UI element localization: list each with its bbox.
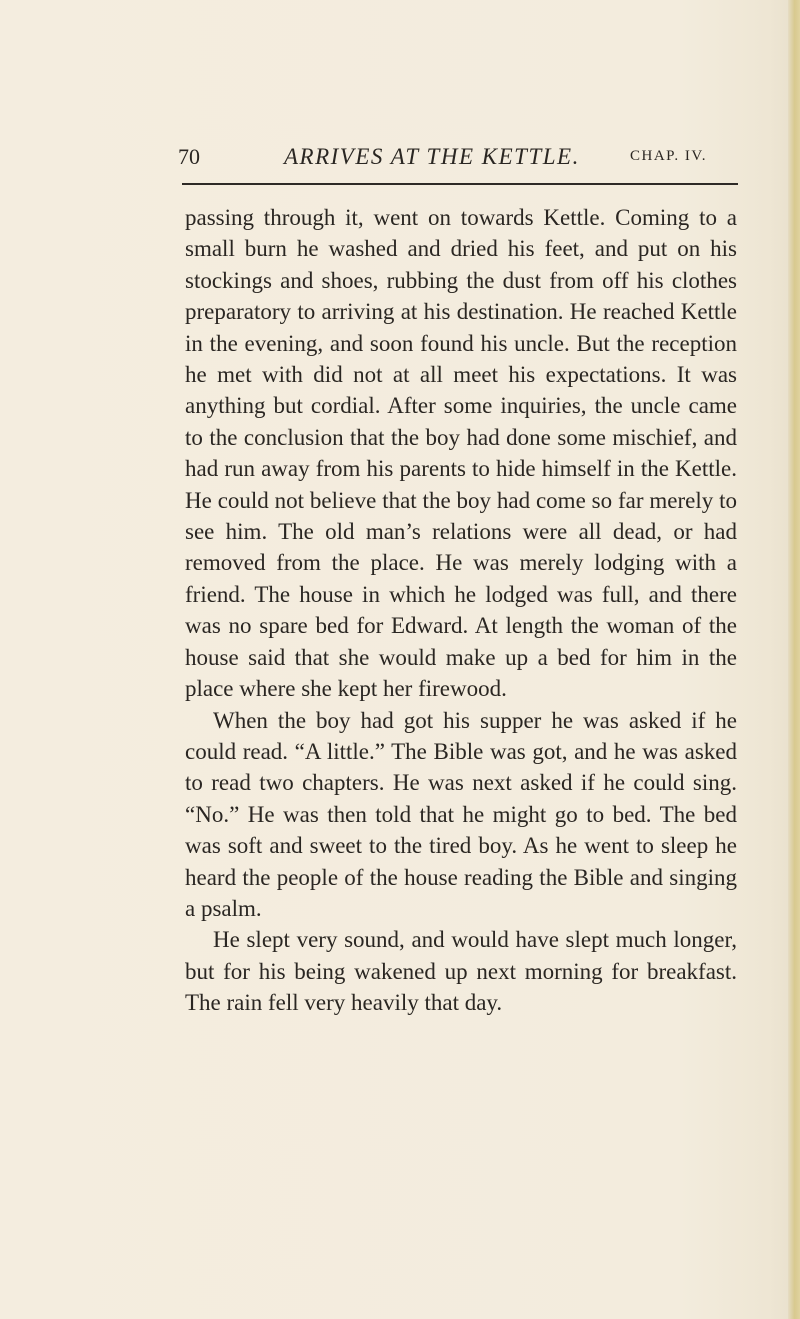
page-header: [178, 144, 738, 174]
body-text: [185, 202, 737, 1019]
header-rule: [182, 183, 738, 185]
running-title: ARRIVES AT THE KETTLE.: [284, 144, 580, 169]
chapter-label: CHAP. IV.: [630, 148, 707, 164]
paragraph-3: He slept very sound, and would have slept much longer, but for his being wakened up next morning for breakfast. The rain fell very heavily that day.: [185, 927, 737, 1016]
page-edge: [788, 0, 800, 1319]
paragraph-1: passing through it, went on towards Kettle. Coming to a small burn he washed and dried his feet, and put on his stockings and shoes, rubbing the dust from off his clothes preparatory to arriving at his destination. He reached Kettle in the evening, and soon found his uncle. But the reception he met with did not at all meet his expectations. It was anything but cordial. After some inquiries, the uncle came to the conclusion that the boy had done some mischief, and had run away from his parents to hide himself in the Kettle. He could not believe that the boy had come so far merely to see him. The old man’s relations were all dead, or had removed from the place. He was merely lodging with a friend. The house in which he lodged was full, and there was no spare bed for Edward. At length the woman of the house said that she would make up a bed for him in the place where she kept her firewood.: [185, 205, 737, 702]
page-number: 70: [178, 144, 200, 169]
paragraph-2: When the boy had got his supper he was asked if he could read. “A little.” The Bible was got, and he was asked to read two chapters. He was next asked if he could sing. “No.” He was then told that he might go to bed. The bed was soft and sweet to the tired boy. As he went to sleep he heard the people of the house reading the Bible and singing a psalm.: [185, 707, 737, 921]
